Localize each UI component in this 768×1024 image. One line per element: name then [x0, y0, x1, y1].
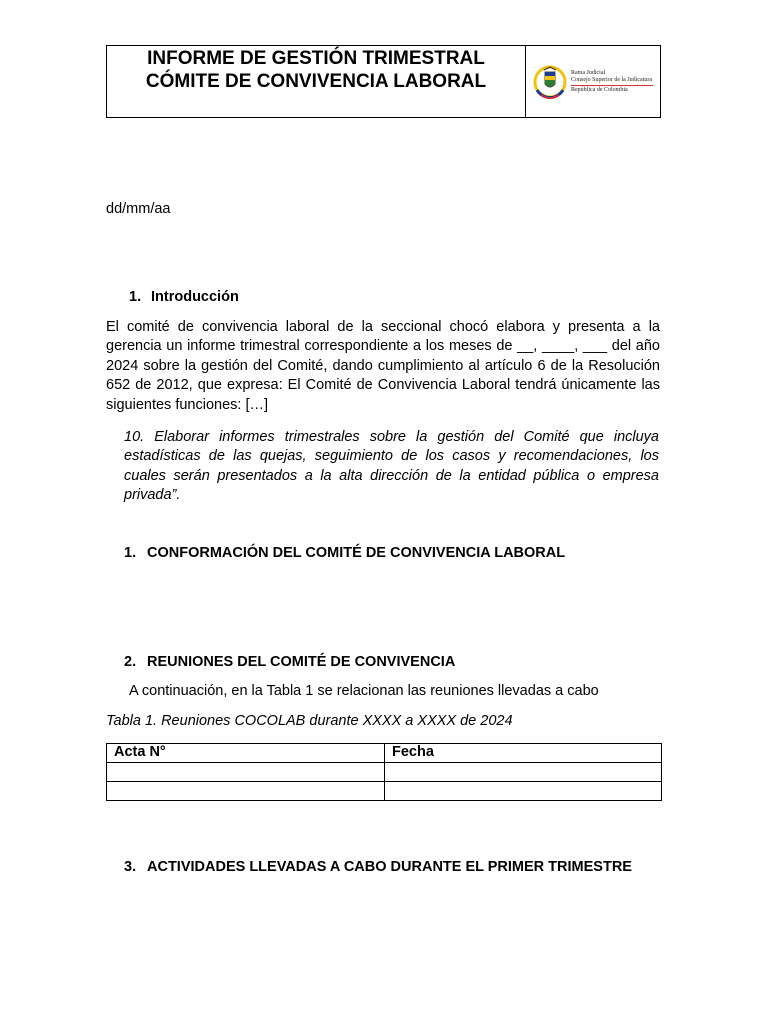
section-reuniones	[124, 654, 455, 670]
table-caption: Tabla 1. Reuniones COCOLAB durante XXXX a XXXX de 2024	[106, 713, 513, 729]
table-row	[107, 782, 662, 801]
section-title: ACTIVIDADES LLEVADAS A CABO DURANTE EL PRIMER TRIMESTRE	[147, 859, 632, 875]
section-number: 1.	[124, 545, 137, 561]
intro-heading	[129, 289, 239, 305]
meetings-table	[106, 743, 662, 801]
intro-heading-text: Introducción	[151, 289, 239, 305]
table-cell[interactable]	[107, 763, 385, 782]
meetings-intro: A continuación, en la Tabla 1 se relacionan las reuniones llevadas a cabo	[129, 683, 599, 699]
logo-divider	[571, 85, 653, 86]
intro-quote: 10. Elaborar informes trimestrales sobre la gestión del Comité que incluya estadísticas de las quejas, seguimiento de los casos y recomendaciones, los cuales serán presentados a la alta dirección de la entidad pública o empresa privada”.	[124, 429, 659, 504]
section-number: 3.	[124, 859, 137, 875]
section-number: 2.	[124, 654, 137, 670]
logo-line3: República de Colombia	[571, 86, 628, 93]
logo-line2: Consejo Superior de la Judicatura	[571, 76, 652, 83]
table-header-row	[107, 744, 662, 763]
table-row	[107, 763, 662, 782]
logo-text	[571, 70, 653, 94]
section-title: CONFORMACIÓN DEL COMITÉ DE CONVIVENCIA LABORAL	[147, 545, 566, 561]
logo-line1: Rama Judicial	[571, 69, 606, 76]
header-title-line1: INFORME DE GESTIÓN TRIMESTRAL	[147, 48, 485, 69]
document-date: dd/mm/aa	[106, 201, 171, 217]
column-header-fecha: Fecha	[385, 744, 662, 763]
section-actividades	[124, 859, 632, 875]
header-title	[107, 46, 526, 117]
rama-judicial-logo	[526, 46, 660, 117]
section-conformacion	[124, 545, 565, 561]
section-title: REUNIONES DEL COMITÉ DE CONVIVENCIA	[147, 654, 456, 670]
intro-paragraph: El comité de convivencia laboral de la seccional chocó elabora y presenta a la gerencia un informe trimestral correspondiente a los meses de __, ____, ___ del año 2024 sobre la gestión del Comité, dando cumplimiento al artículo 6 de la Resolución 652 de 2012, que expresa: El Comité de Convivencia Laboral tendrá únicamente las siguientes funciones: […]	[106, 319, 660, 413]
coat-of-arms-icon	[533, 62, 567, 102]
table-cell[interactable]	[385, 782, 662, 801]
intro-number: 1.	[129, 289, 142, 305]
document-header	[106, 45, 661, 118]
table-cell[interactable]	[385, 763, 662, 782]
header-title-line2: CÓMITE DE CONVIVENCIA LABORAL	[145, 71, 487, 92]
table-cell[interactable]	[107, 782, 385, 801]
column-header-acta: Acta N°	[107, 744, 385, 763]
